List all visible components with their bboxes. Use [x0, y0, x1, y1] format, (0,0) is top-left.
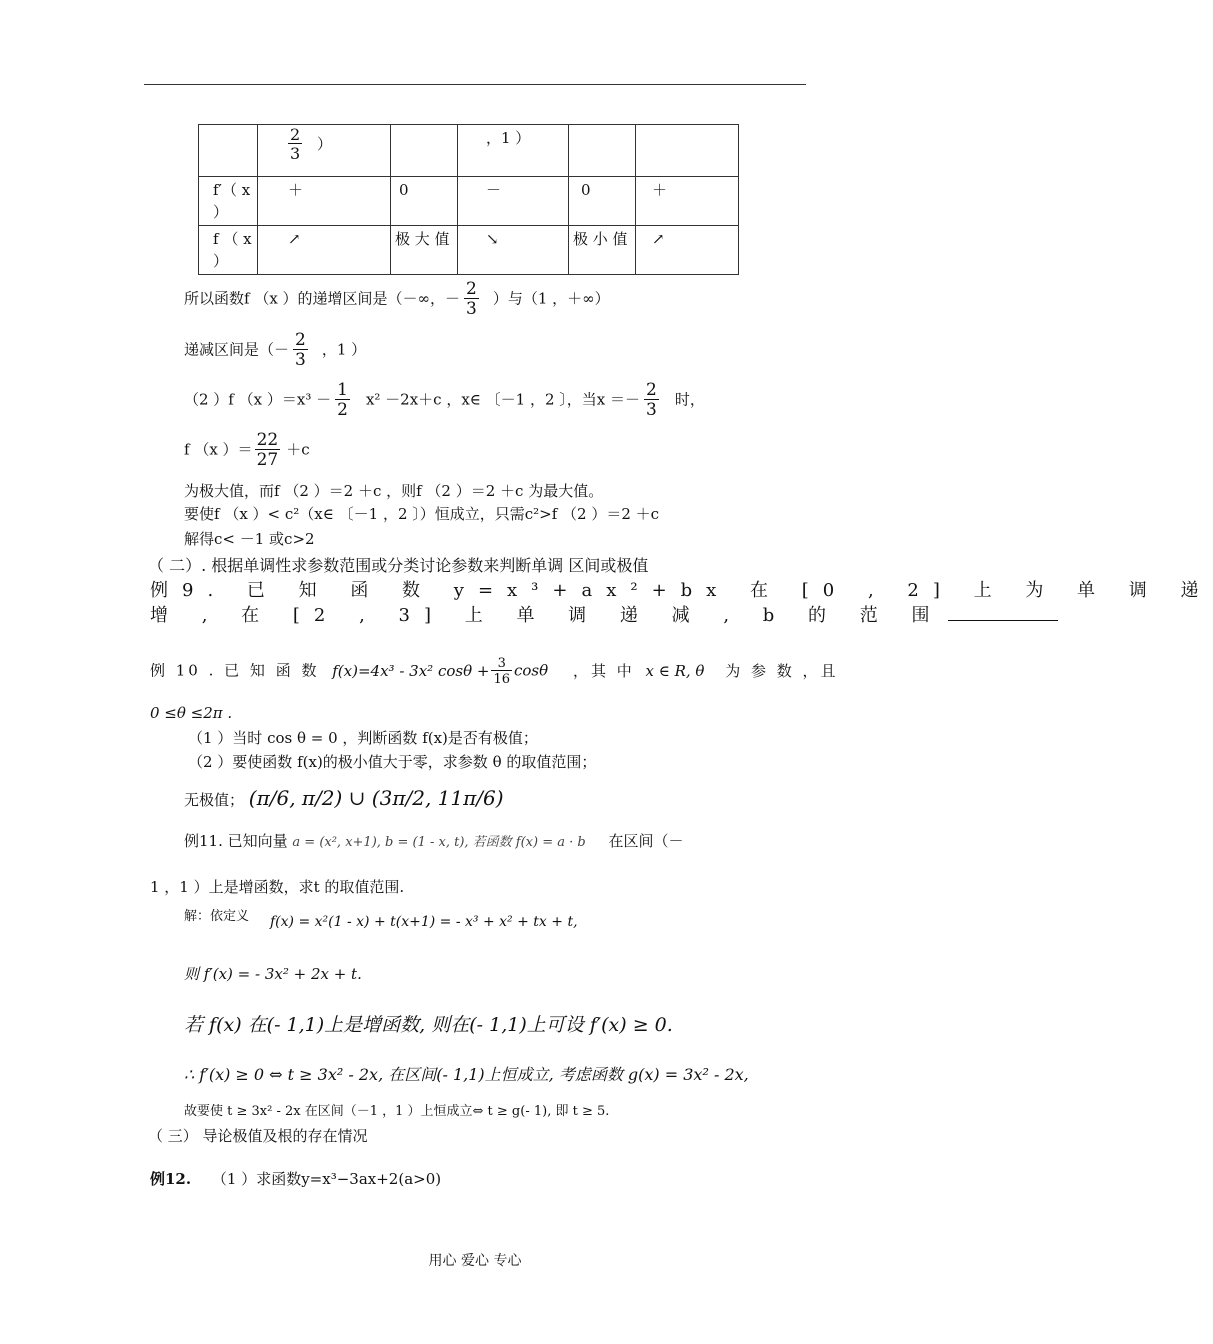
header-rule — [144, 84, 806, 85]
section-heading: （ 二）. 根据单调性求参数范围或分类讨论参数来判断单调 区间或极值 — [148, 556, 649, 575]
derivative-line: 则 f′(x) = - 3x² + 2x + t. — [184, 965, 362, 983]
question-1: （1 ）当时 cos θ = 0 ，判断函数 f(x)是否有极值； — [188, 729, 538, 747]
section-heading: （ 三） 导论极值及根的存在情况 — [148, 1127, 368, 1145]
page-footer: 用心 爱心 专心 — [428, 1253, 522, 1269]
table-row: f （ x ） ↗ 极 大 值 ↘ 极 小 值 ↗ — [199, 226, 739, 275]
table-row: $\frac{2}{3}$ ） ，1 ） — [199, 125, 739, 177]
example-9-line2: 增 , 在 [2 , 3] 上 单 调 递 减 , b 的 范 围 — [150, 605, 944, 626]
text-line: 解得c< －1 或c>2 — [184, 530, 315, 548]
example-11-line: 例11. 已知向量 a = (x², x+1), b = (1 - x, t), 若函数 f(x) = a · b 在区间（－ — [184, 832, 684, 850]
example-11-line2: 1 ，1 ）上是增函数，求t 的取值范围. — [150, 878, 405, 896]
part2-function-line: （2 ）f （x ）＝x³ － $\frac{1}{2}$ x² －2x＋c ，x∈ 〔－1 ，2 〕，当x ＝－ $\frac{2}{3}$ 时， — [184, 380, 705, 420]
increasing-interval-line: 所以函数f （x ）的递增区间是（－∞，－ $\frac{2}{3}$ ）与（1 ，＋∞） — [184, 279, 610, 319]
theta-range: 0 ≤θ ≤2π . — [150, 704, 233, 722]
answer-blank[interactable] — [948, 604, 1058, 621]
solution-line: 解：依定义 — [184, 909, 250, 924]
example-12-line: 例12. （1 ）求函数y=x³−3ax+2(a>0) — [150, 1170, 442, 1188]
text-line: 要使f （x ）< c²（x∈ 〔－1 ，2 〕）恒成立，只需c²>f （2 ）＝2 ＋c — [184, 505, 660, 523]
solution-formula: f(x) = x²(1 - x) + t(x+1) = - x³ + x² + tx + t, — [270, 914, 578, 930]
sign-table — [198, 124, 739, 275]
equivalence-line: ∴ f′(x) ≥ 0 ⇔ t ≥ 3x² - 2x, 在区间(- 1,1)上恒成立, 考虑函数 g(x) = 3x² - 2x, — [184, 1065, 749, 1084]
table-row: f′（ x ） ＋ 0 － 0 ＋ — [199, 177, 739, 226]
example-9-line1: 例9. 已 知 函 数 y=x³+ax²+bx 在 [0 , 2] 上 为 单 调 递 — [150, 580, 1213, 601]
condition-line: 若 f(x) 在(- 1,1)上是增函数, 则在(- 1,1)上可设 f′(x) ≥ 0. — [184, 1014, 673, 1036]
question-2: （2 ）要使函数 f(x)的极小值大于零，求参数 θ 的取值范围； — [188, 753, 597, 771]
answer-line: 无极值； (π/6, π/2) ∪ (3π/2, 11π/6) — [184, 786, 504, 810]
decreasing-interval-line: 递减区间是（－ $\frac{2}{3}$ ，1 ） — [184, 330, 367, 370]
example-10-line: 例 10 . 已 知 函 数 f(x)=4x³ - 3x² cosθ + $\frac{3}{16}$ cosθ ，其 中 x ∈ R, θ 为 参 数 ，且 — [150, 656, 839, 687]
conclusion-line: 故要使 t ≥ 3x² - 2x 在区间（－1 ，1 ）上恒成立⇔ t ≥ g(- 1), 即 t ≥ 5. — [184, 1104, 610, 1119]
max-value-line: f （x ）＝ $\frac{22}{27}$ ＋c — [184, 430, 310, 470]
text-line: 为极大值，而f （2 ）＝2 ＋c ，则f （2 ）＝2 ＋c 为最大值。 — [184, 482, 604, 500]
